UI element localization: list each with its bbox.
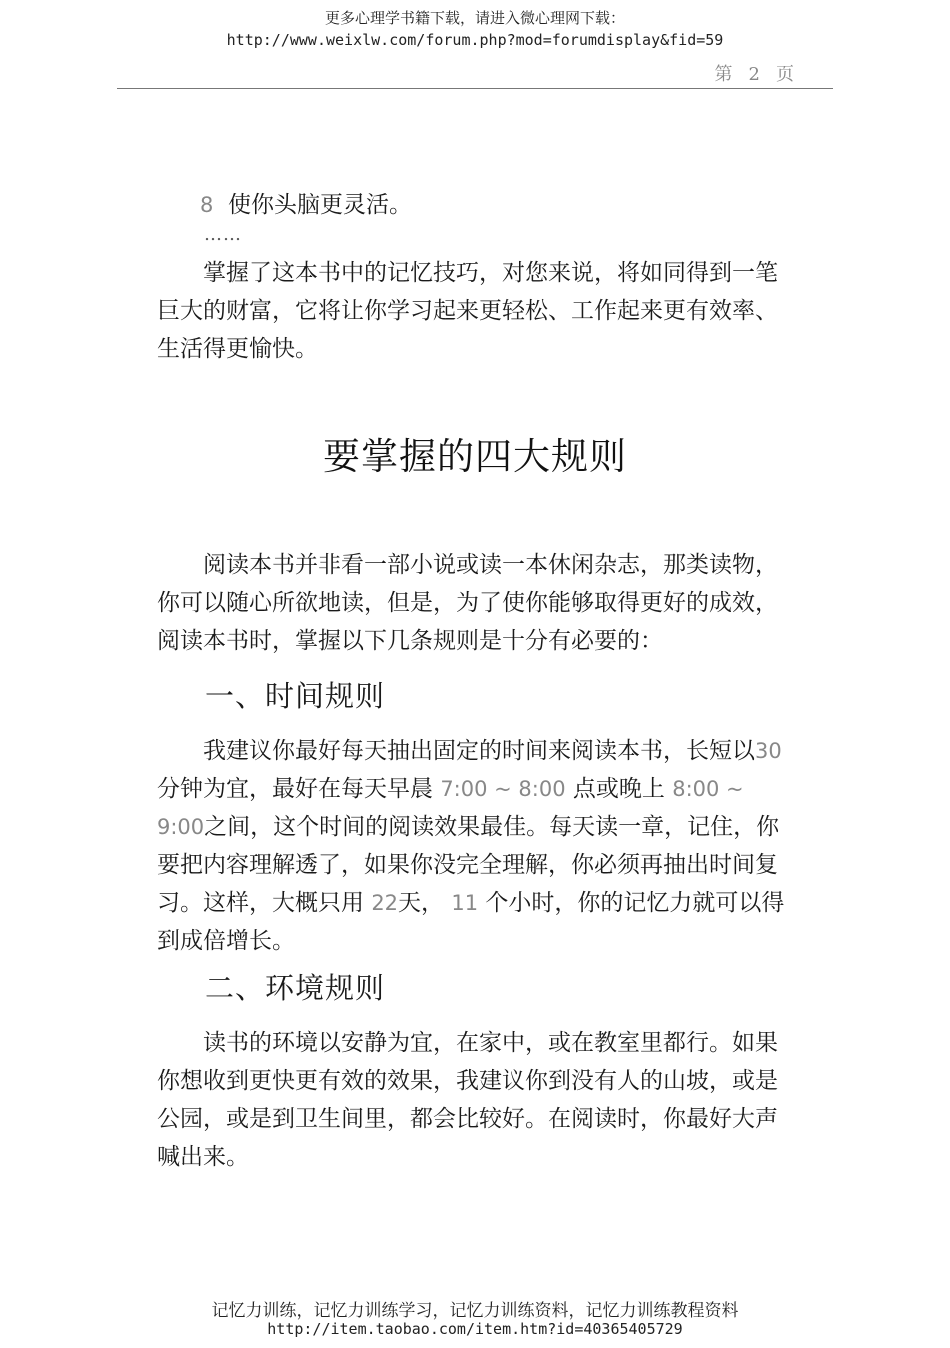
- page-suffix: 页: [776, 64, 796, 85]
- chapter-intro-paragraph: 阅读本书并非看一部小说或读一本休闲杂志，那类读物，你可以随心所欲地读，但是，为了使你能够取得更好的成效，阅读本书时，掌握以下几条规则是十分有必要的：: [157, 552, 778, 654]
- header-download-note: 更多心理学书籍下载，请进入微心理网下载：: [324, 9, 625, 27]
- list-item-text: 使你头脑更灵活。: [228, 192, 412, 218]
- rule1-heading: 一、时间规则: [205, 679, 386, 713]
- rule1-hours: 11: [451, 891, 479, 915]
- chapter-title: 要掌握的四大规则: [323, 435, 627, 478]
- rule2-heading: 二、环境规则: [205, 971, 386, 1005]
- rule1-evening-time-end: 9:00: [157, 815, 205, 839]
- rule1-text-6: 个小时，你的记忆力就可以得到成倍增长。: [157, 890, 785, 954]
- rule1-paragraph: [157, 732, 797, 960]
- header-url[interactable]: http://www.weixlw.com/forum.php?mod=forumdisplay&fid=59: [226, 31, 724, 49]
- rule1-text-2: 分钟为宜，最好在每天早晨: [157, 776, 433, 802]
- rule1-days: 22: [371, 891, 399, 915]
- ellipsis: ……: [204, 224, 242, 245]
- rule2-paragraph: 读书的环境以安静为宜，在家中，或在教室里都行。如果你想收到更快更有效的效果，我建议你到没有人的山坡，或是公园，或是到卫生间里，都会比较好。在阅读时，你最好大声喊出来。: [157, 1030, 778, 1170]
- rule1-morning-time: 7:00 ~ 8:00: [440, 777, 566, 801]
- rule1-text-1: 我建议你最好每天抽出固定的时间来阅读本书，长短以: [203, 738, 755, 764]
- page-number-label: [715, 60, 796, 86]
- page-number: 2: [748, 64, 762, 85]
- rule1-text-5: 天，: [398, 890, 445, 916]
- page-prefix: 第: [714, 64, 735, 85]
- rule1-text-3: 点或晚上: [572, 776, 665, 802]
- intro-paragraph: 掌握了这本书中的记忆技巧，对您来说，将如同得到一笔巨大的财富，它将让你学习起来更轻松、工作起来更有效率、生活得更愉快。: [157, 260, 778, 362]
- header-divider: [117, 88, 833, 89]
- rule1-evening-time-start: 8:00 ~: [672, 777, 744, 801]
- list-item-number: 8: [200, 193, 214, 217]
- rule1-text-4: 之间，这个时间的阅读效果最佳。每天读一章，记住，你要把内容理解透了，如果你没完全理解，你必须再抽出时间复习。这样，大概只用: [157, 814, 780, 916]
- footer-keywords: 记忆力训练，记忆力训练学习，记忆力训练资料，记忆力训练教程资料: [211, 1301, 739, 1321]
- footer-url[interactable]: http://item.taobao.com/item.htm?id=40365405729: [267, 1320, 683, 1338]
- list-item-8: [200, 186, 412, 219]
- rule1-minutes: 30: [755, 739, 782, 763]
